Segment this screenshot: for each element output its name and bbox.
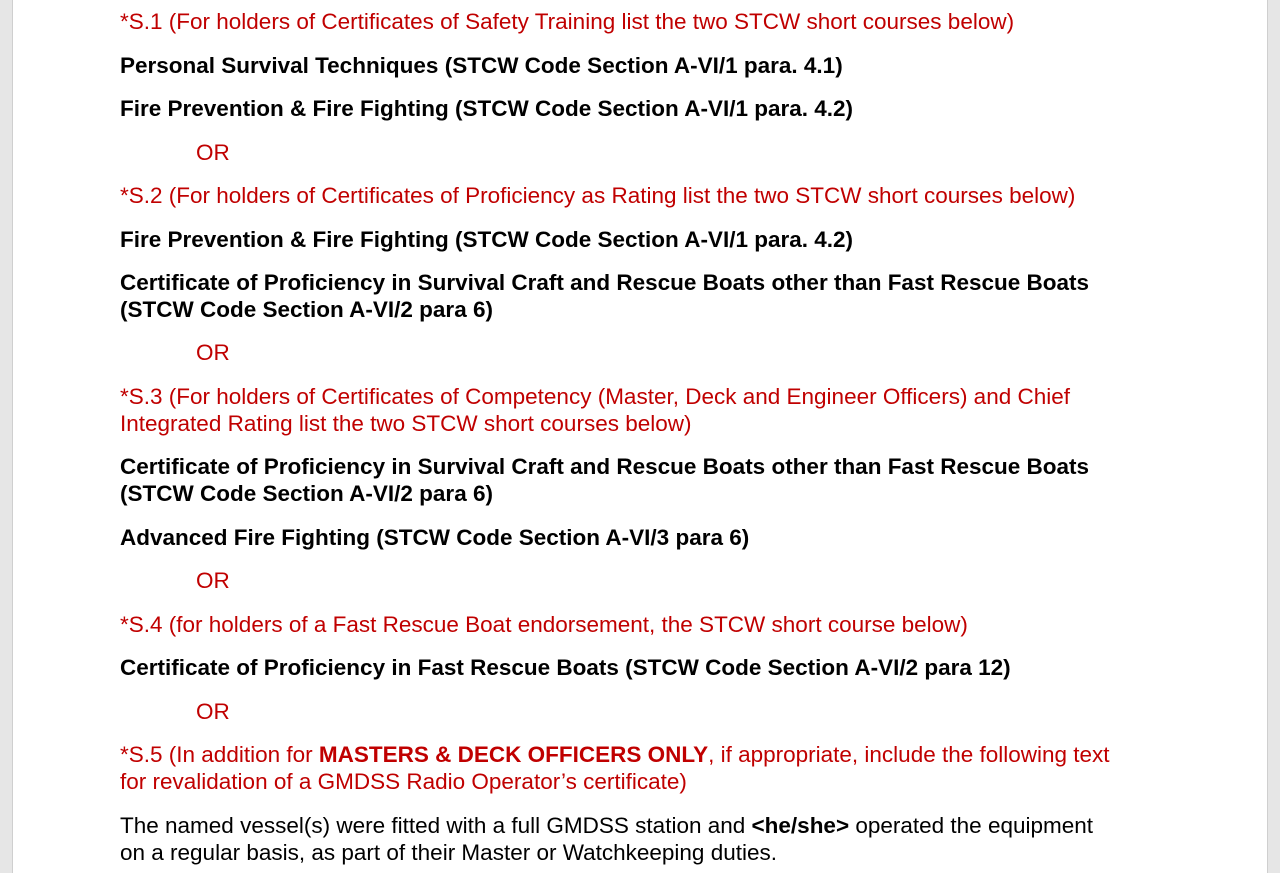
gmdss-statement-line2: on a regular basis, as part of their Master or Watchkeeping duties. <box>120 840 777 865</box>
s5-heading-prefix: *S.5 (In addition for <box>120 742 319 767</box>
s4-course-fast-rescue-boats: Certificate of Proficiency in Fast Rescue Boats (STCW Code Section A-VI/2 para 12) <box>120 655 1011 680</box>
or-separator: OR <box>196 699 230 724</box>
s2-course-fire-prevention: Fire Prevention & Fire Fighting (STCW Code Section A-VI/1 para. 4.2) <box>120 227 854 252</box>
s3-course-advanced-fire-fighting: Advanced Fire Fighting (STCW Code Section A-VI/3 para 6) <box>120 525 750 550</box>
s2-heading: *S.2 (For holders of Certificates of Proficiency as Rating list the two STCW short courses below) <box>120 183 1076 208</box>
s2-course-survival-craft-line2: (STCW Code Section A-VI/2 para 6) <box>120 297 493 322</box>
or-separator: OR <box>196 568 230 593</box>
or-separator: OR <box>196 140 230 165</box>
or-separator: OR <box>196 340 230 365</box>
s4-heading: *S.4 (for holders of a Fast Rescue Boat endorsement, the STCW short course below) <box>120 612 968 637</box>
gmdss-suffix: operated the equipment <box>849 813 1094 838</box>
s5-heading-suffix: , if appropriate, include the following text <box>708 742 1110 767</box>
s3-course-survival-craft-line1: Certificate of Proficiency in Survival Craft and Rescue Boats other than Fast Rescue Boats <box>120 454 1090 479</box>
s2-course-survival-craft-line1: Certificate of Proficiency in Survival Craft and Rescue Boats other than Fast Rescue Boats <box>120 270 1090 295</box>
s1-heading: *S.1 (For holders of Certificates of Safety Training list the two STCW short courses below) <box>120 9 1015 34</box>
document-page <box>12 0 1268 873</box>
gmdss-prefix: The named vessel(s) were fitted with a full GMDSS station and <box>120 813 752 838</box>
pronoun-placeholder: <he/she> <box>751 813 850 838</box>
s5-heading-line1 <box>120 741 1110 768</box>
s5-heading-line2: for revalidation of a GMDSS Radio Operator’s certificate) <box>120 769 687 794</box>
s3-heading-line1: *S.3 (For holders of Certificates of Competency (Master, Deck and Engineer Officers) and Chief <box>120 384 1070 409</box>
s3-course-survival-craft-line2: (STCW Code Section A-VI/2 para 6) <box>120 481 493 506</box>
s1-course-fire-prevention: Fire Prevention & Fire Fighting (STCW Code Section A-VI/1 para. 4.2) <box>120 96 854 121</box>
s1-course-personal-survival: Personal Survival Techniques (STCW Code Section A-VI/1 para. 4.1) <box>120 53 843 78</box>
gmdss-statement-line1 <box>120 812 1093 839</box>
s5-heading-emphasis: MASTERS & DECK OFFICERS ONLY <box>318 742 709 767</box>
s3-heading-line2: Integrated Rating list the two STCW short courses below) <box>120 411 692 436</box>
